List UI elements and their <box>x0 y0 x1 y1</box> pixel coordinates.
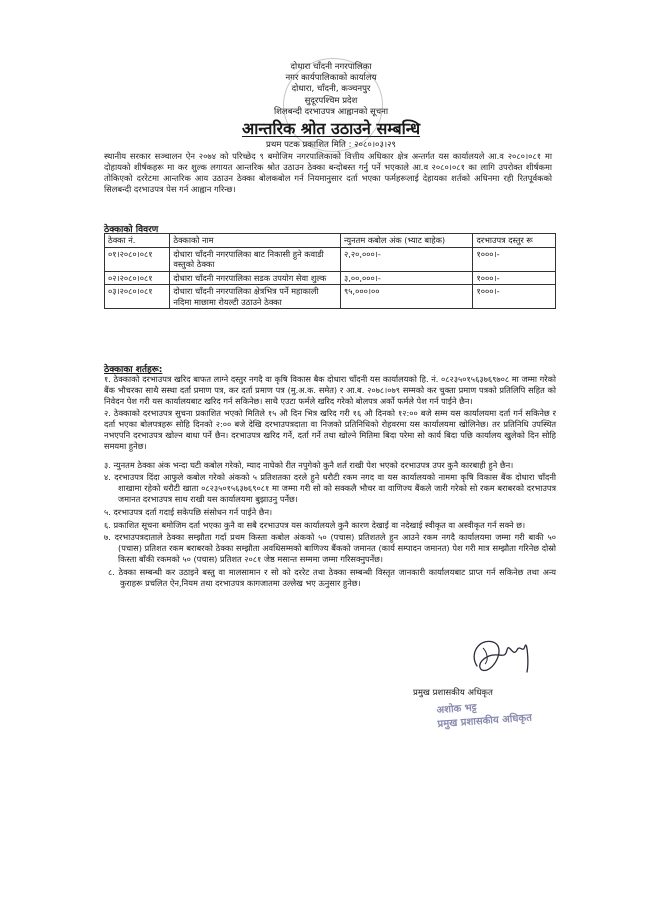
contract-details-title: ठेक्काको विवरण <box>104 225 159 235</box>
cell-min-bid: ३,००,०००।- <box>340 271 472 285</box>
cell-fee: १०००।- <box>473 271 556 285</box>
conditions-title: ठेक्काका शर्तहरू: <box>104 365 163 375</box>
signatory-title: प्रमुख प्रशासकीय अधिकृत <box>413 688 493 698</box>
handwritten-signature <box>463 632 543 682</box>
condition-item: १. ठेक्काको दरभाउपत्र खरिद बाफत लाग्ने दस्तुर नगदै वा कृषि विकास बैक दोधारा चाँदनी यस कार्यालयको हि. नं. ०८२३५०१५६३७६९७०८ मा जम्मा गरेको बैंक भौचरका साथै सस्था दर्ता प्रमाण पत्र, कर दर्ता प्रमाण पत्र (मु.अ.क. समेत) र आ.ब. २०७८।०७९ सम्मको कर चुक्ता प्रमाण पत्रको प्रतिलिपि सहित को निवेदन पेश गरी यस कार्यालयबाट खरिद गर्न सकिनेछ। साथै एउटा फर्मले खरिद गरेको बोलपत्र अर्को फर्मले पेश गर्न पाईने छैन। <box>104 374 556 406</box>
condition-item: ३. न्युनतम ठेक्का अंक भन्दा घटी कबोल गरेको, म्याद नाघेको रीत नपुगेको कुनै शर्त राखी पेश भएको दरभाउपत्र उपर कुनै कारबाही हुने छैन। <box>104 459 514 470</box>
condition-item: ५. दरभाउपत्र दर्ता गदाई सकेपछि संसोधन गर्न पाईने छैन। <box>104 506 273 517</box>
cell-fee: १०००।- <box>473 285 556 309</box>
condition-item: ४. दरभाउपत्र दिंदा आफुले कबोल गरेको अंकको ५ प्रतिशतका दरले हुने धरौटी रकम नगद वा यस कार्यालयको नाममा कृषि विकास बैंक दोधारा चाँदनी शाखामा रहेको धरौटी खाता ०८२३५०१५६३७६९०८१ मा जम्मा गरी सो को सक्कलै भौचर वा वाणिज्य बैंकले जारी गरेको सो रकम बराबरको दरभाउपत्र जमानत दरभाउपत्र साथ राखी यस कार्यालयमा बुझाउनु पर्नेछ। <box>104 472 556 504</box>
table-header-row <box>105 234 556 248</box>
header-fee: दरभाउपत्र दस्तुर रू <box>473 234 556 248</box>
notice-header <box>0 62 662 151</box>
cell-contract-name: दोधारा चाँदनी नगरपालिका बाट निकासी हुने कवाडी वस्तुको ठेक्का <box>170 247 341 271</box>
table-row <box>105 285 556 309</box>
contracts-table <box>104 233 556 309</box>
condition-item: ८. ठेक्का सम्बन्धी कर उठाइने बस्तु वा मालसामान र सो को दररेट तथा ठेक्का सम्बन्धी विस्तृत जानकारी कार्यालयबाट प्राप्त गर्न सकिनेछ तथा अन्य कुराहरू प्रचलित ऐन,नियम तथा दरभाउपत्र कागजातमा उल्लेख भए ऊनुसार हुनेछ। <box>108 566 556 588</box>
intro-paragraph <box>104 151 552 195</box>
condition-item: २. ठेक्काको दरभाउपत्र सुचना प्रकाशित भएको मितिले १५ औ दिन भित्र खरिद गरी १६ औ दिनको १२:०० बजे सम्म यस कार्यालयमा दर्ता गर्न सकिनेछ र दर्ता भएका बोलपत्रहरू सोहि दिनको २:०० बजे देखि दरभाउपत्रदाता वा निजको प्रतिनिधिको रोहवरमा यस कार्यालयमा खोलिनेछ। तर प्रतिनिधि उपस्थित नभएपनि दरभाउपत्र खोल्न बाधा पर्ने छैन। दरभाउपत्र खरिद गर्ने, दर्ता गर्ने तथा खोल्ने मितिमा बिदा परेमा सो कार्य बिदा पछि कार्यालय खुलेको दिन सोहि समयमा हुनेछ। <box>104 408 556 451</box>
header-contract-name: ठेक्काको नाम <box>170 234 341 248</box>
condition-item: ६. प्रकाशित सूचना बमोजिम दर्ता भएका कुनै वा सबै दरभाउपत्र यस कार्यालयले कुनै कारण देखाई वा नदेखाई स्वीकृत वा अस्वीकृत गर्न सक्ने छ। <box>104 519 526 530</box>
table-row <box>105 247 556 271</box>
stamp-title: प्रमुख प्रशासकीय अधिकृत <box>437 712 533 731</box>
cell-contract-no: ०३।२०८०।०८१ <box>105 285 170 309</box>
cell-contract-no: ०२।२०८०।०८१ <box>105 271 170 285</box>
cell-contract-name: दोधारा चाँदनी नगरपालिका क्षेत्रभित्र पर्ने महाकाली नदिमा माछामा रोयल्टी उठाउने ठेक्का <box>170 285 341 309</box>
intro-text: स्थानीय सरकार सञ्चालन ऐन २०७४ को परिच्छेद ९ बमोजिम नगरपालिकाको वित्तीय अधिकार क्षेत्र अन्तर्गत यस कार्यालयले आ.व २०८०।०८१ मा दोहायको शीर्षकहरू मा कर शुल्क लगायत आन्तरिक श्रोत उठाउन ठेक्का बन्दोबस्त गर्नु पर्ने भएकाले आ.व २०८०।०८१ का लागि उपरोक्त शीर्षकमा तोकिएको दररेटमा आन्तरिक आय उठाउन ठेक्का बोलकबोल गर्न नियमानुसार दर्ता भएका फर्महरूलाई देहायका शर्तको अधिनमा रही रितपूर्वकको सिलबन्दी दरभाउपत्र पेस गर्न आह्वान गरिन्छ। <box>104 151 552 194</box>
cell-min-bid: २,२०,०००।- <box>340 247 472 271</box>
cell-contract-name: दोधारा चाँदनी नगरपालिका सडक उपयोग सेवा शुल्क <box>170 271 341 285</box>
conditions-list <box>104 374 556 590</box>
header-min-bid: न्युनतम कबोल अंक (भ्याट बाहेक) <box>340 234 472 248</box>
province-name: सुदूरपश्चिम प्रदेश <box>304 95 358 106</box>
cell-fee: १०००।- <box>473 247 556 271</box>
cell-contract-no: ०१।२०८०।०८१ <box>105 247 170 271</box>
cell-min-bid: ९५,०००।०० <box>340 285 472 309</box>
table-row <box>105 271 556 285</box>
condition-item: ७. दरभाउपत्रदाताले ठेक्का सम्झौता गर्दा प्रथम किस्ता कबोल अंकको ५० (पचास) प्रतिशतले हुन आउने रकम नगदै कार्यालयमा जम्मा गरी बाकी ५० (पचास) प्रतिशत रकम बराबरको ठेक्का सम्झौता अवधिसम्मको बाणिज्य बैंकको जमानत (कार्य सम्पादन जमानत) पेश गरी मात्र सम्झौता गरिनेछ दोस्रो किस्ता बाँकी रकमको ५० (पचास) प्रतिशत २०८१ जेष्ठ मसान्त सम्ममा जम्मा गरिसक्नुपर्नेछ। <box>104 532 556 564</box>
office-name: नगर कार्यपालिकाको कार्यालय <box>285 73 377 84</box>
official-stamp <box>436 696 558 732</box>
notice-type: शिलबन्दी दरभाउपत्र आह्वानको सूचना <box>273 106 389 117</box>
notice-title: आन्तरिक श्रोत उठाउने सम्बन्धि <box>241 119 421 139</box>
stamp-name: अशोक भट्ट <box>436 702 478 717</box>
header-contract-no: ठेक्का नं. <box>105 234 170 248</box>
publication-date: प्रथम पटक प्रकाशित मिति : २०८०।०३।२९ <box>266 140 396 151</box>
office-address: दोधारा, चाँदनी, कञ्चनपुर <box>291 84 371 95</box>
municipality-name: दोधारा चाँदनी नगरपालिका <box>290 62 372 72</box>
